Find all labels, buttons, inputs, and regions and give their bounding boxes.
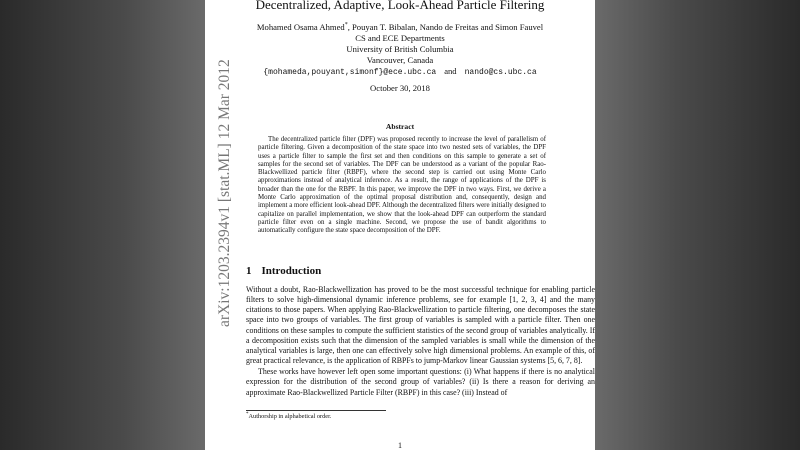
department: CS and ECE Departments bbox=[355, 32, 445, 43]
footnote bbox=[246, 412, 331, 420]
email-2[interactable]: nando@cs.ubc.ca bbox=[464, 67, 537, 77]
section-heading bbox=[246, 265, 321, 277]
paper-page bbox=[205, 0, 595, 450]
email-1[interactable]: {mohameda,pouyant,simonf}@ece.ubc.ca bbox=[263, 67, 437, 77]
author-names bbox=[205, 20, 595, 33]
email-separator: and bbox=[444, 65, 457, 76]
author-mark: * bbox=[344, 22, 348, 28]
section-title: Introduction bbox=[261, 265, 322, 277]
emails bbox=[205, 66, 595, 78]
location: Vancouver, Canada bbox=[366, 54, 434, 65]
background-left bbox=[0, 0, 205, 450]
paper-date: October 30, 2018 bbox=[370, 83, 430, 93]
author-block bbox=[205, 20, 595, 78]
introduction-body bbox=[246, 285, 595, 398]
paper-title: Decentralized, Adaptive, Look-Ahead Particle Filtering bbox=[255, 0, 545, 12]
footnote-rule bbox=[246, 410, 386, 411]
footnote-mark: * bbox=[246, 412, 249, 417]
university: University of British Columbia bbox=[346, 43, 454, 54]
intro-paragraph-2: These works have however left open some important questions: (i) What happens if there is no analytical expression for the distribution of the second group of variables? (ii) Is there a reason for deriving an approximate Rao-Blackwellized Particle Filter (RBPF) in this case? (iii) Instead of bbox=[246, 367, 595, 397]
arxiv-identifier: arXiv:1203.2394v1 [stat.ML] 12 Mar 2012 bbox=[216, 59, 233, 327]
other-authors: , Pouyan T. Bibalan, Nando de Freitas and Simon Fauvel bbox=[347, 21, 544, 32]
abstract-heading: Abstract bbox=[385, 122, 415, 131]
section-number: 1 bbox=[246, 265, 252, 277]
page-number: 1 bbox=[398, 441, 402, 450]
background-right bbox=[595, 0, 800, 450]
first-author: Mohamed Osama Ahmed bbox=[256, 21, 345, 32]
footnote-text: Authorship in alphabetical order. bbox=[248, 413, 332, 421]
abstract-text: The decentralized particle filter (DPF) was proposed recently to increase the level of parallelism of particle filtering. Given a decomposition of the state space into two nested sets of variables, the DPF uses a particle filter to sample the first set and then conditions on this sample to generate a set of samples for the second set of variables. The DPF can be understood as a variant of the popular Rao-Blackwellized particle filter (RBPF), where the second step is carried out using Monte Carlo approximations instead of analytical inference. As a result, the range of applications of the DPF is broader than the one for the RBPF. In this paper, we improve the DPF in two ways. First, we derive a Monte Carlo approximation of the optimal proposal distribution and, consequently, design and implement a more efficient look-ahead DPF. Although the decentralized filters were initially designed to capitalize on parallel implementation, we show that the look-ahead DPF can outperform the standard particle filter even on a single machine. Second, we propose the use of bandit algorithms to automatically configure the state space decomposition of the DPF. bbox=[258, 136, 546, 235]
intro-paragraph-1: Without a doubt, Rao-Blackwellization has proved to be the most successful technique for enabling particle filters to solve high-dimensional dynamic inference problems, see for example [1, 2, 3, 4] and the many citations to those papers. When applying Rao-Blackwellization to particle filtering, one decomposes the state space into two groups of variables. The first group of variables is sampled with a particle filter. Then one conditions on these samples to compute the sufficient statistics of the second group of variables analytically. If a decomposition exists such that the dimension of the sampled variables is small while the dimension of the analytical variables is large, then one can effectively solve high dimensional problems. An example of this, of great practical relevance, is the application of RBPFs to jump-Markov linear Gaussian systems [5, 6, 7, 8]. bbox=[246, 285, 595, 366]
